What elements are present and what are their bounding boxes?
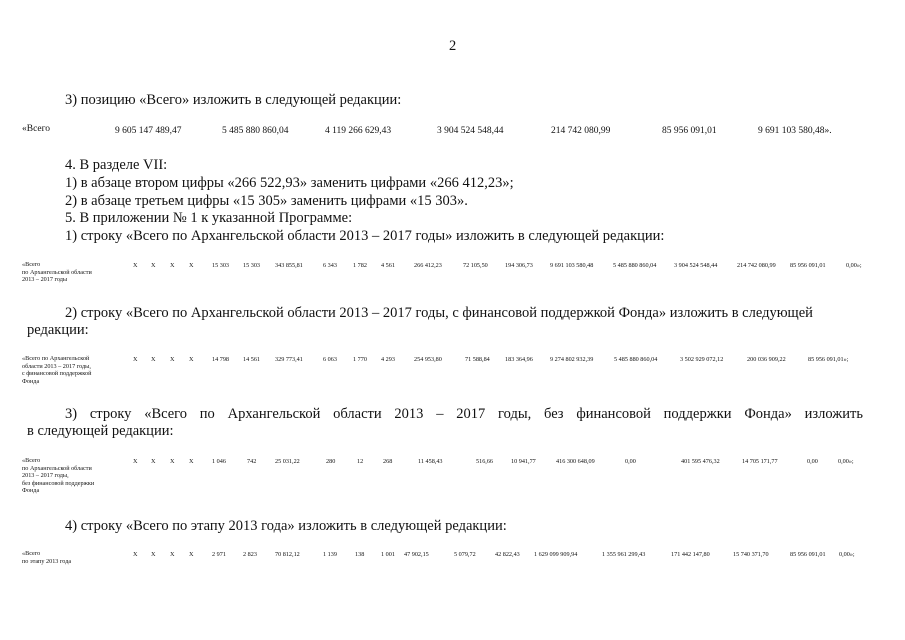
table-cell: Х (170, 356, 175, 363)
table-cell: Х (151, 356, 156, 363)
table-cell: Х (189, 262, 194, 269)
table-cell: Х (170, 262, 175, 269)
table-cell: 266 412,23 (414, 262, 442, 269)
table-cell: 72 105,50 (463, 262, 488, 269)
table-cell: 15 303 (212, 262, 230, 269)
table-cell: 171 442 147,80 (671, 551, 710, 558)
table-cell: Х (151, 262, 156, 269)
item2-line1: 2) строку «Всего по Архангельской области 2013 – 2017 годы, с финансовой поддержкой Фонда» изложить в следующей (65, 305, 813, 321)
item3b-line1: 3) строку «Всего по Архангельской области 2013 – 2017 годы, без финансовой поддержки Фонда» изложить (65, 406, 863, 422)
row-label: по Архангельской области (22, 268, 92, 276)
table-cell: 5 485 880 860,04 (614, 356, 658, 363)
table-cell: 742 (247, 458, 257, 465)
table-cell: 9 691 103 580,48 (550, 262, 594, 269)
row-label: с финансовой поддержкой (22, 370, 92, 378)
table-cell: Х (189, 551, 194, 558)
table-cell: 10 941,77 (511, 458, 536, 465)
table-cell: Х (133, 356, 138, 363)
row-label: без финансовой поддержки (22, 479, 95, 487)
table-cell: 9 274 802 932,39 (550, 356, 594, 363)
table-cell: 3 904 524 548,44 (674, 262, 718, 269)
table-cell: 0,00 (625, 458, 636, 465)
table-cell: 0,00»; (838, 458, 854, 465)
row-label: «Всего по Архангельской (22, 355, 90, 362)
table-cell: 85 956 091,01 (790, 262, 826, 269)
row-label: «Всего (22, 550, 41, 557)
section4-line1: 1) в абзаце втором цифры «266 522,93» заменить цифрами «266 412,23»; (65, 175, 514, 191)
table-cell: 71 588,84 (465, 356, 490, 363)
table-cell: 4 561 (381, 262, 395, 269)
table-cell: 14 798 (212, 356, 230, 363)
table-cell: 42 822,43 (495, 551, 520, 558)
section5-line1: 1) строку «Всего по Архангельской области 2013 – 2017 годы» изложить в следующей редакции: (65, 228, 665, 244)
table-cell: 15 303 (243, 262, 261, 269)
table-cell: 25 031,22 (275, 458, 300, 465)
section4-line2: 2) в абзаце третьем цифры «15 305» заменить цифрами «15 303». (65, 193, 468, 209)
table-cell: 200 036 909,22 (747, 356, 786, 363)
table-cell: Х (133, 551, 138, 558)
row-label: 2013 – 2017 годы (22, 276, 68, 284)
row-label: по Архангельской области (22, 464, 92, 472)
row-value: 4 119 266 629,43 (325, 126, 392, 136)
item2-line2: редакции: (27, 322, 89, 338)
item3b-line2: в следующей редакции: (27, 423, 174, 439)
table-cell: 3 502 929 072,12 (680, 356, 724, 363)
table-cell: 343 855,81 (275, 262, 303, 269)
table-cell: 1 355 961 299,43 (602, 551, 646, 558)
row-value: 5 485 880 860,04 (222, 126, 289, 136)
page-number: 2 (449, 38, 457, 54)
table-cell: 1 629 099 909,94 (534, 551, 578, 558)
item4-line1: 4) строку «Всего по этапу 2013 года» изложить в следующей редакции: (65, 518, 507, 534)
table-cell: 2 823 (243, 551, 257, 558)
table-cell: 254 953,80 (414, 356, 442, 363)
table-cell: 214 742 080,99 (737, 262, 776, 269)
row-label: Фонда (22, 377, 40, 385)
row-label: «Всего (22, 261, 41, 268)
table-cell: 1 139 (323, 551, 337, 558)
table-cell: 14 705 171,77 (742, 458, 778, 465)
table-cell: Х (170, 551, 175, 558)
table-cell: 85 956 091,01 (790, 551, 826, 558)
row-value: 9 605 147 489,47 (115, 126, 182, 136)
table-cell: 401 595 476,32 (681, 458, 720, 465)
table-cell: 280 (326, 458, 336, 465)
row-value: 9 691 103 580,48». (758, 126, 832, 136)
table-cell: 516,66 (476, 458, 494, 465)
table-cell: 6 063 (323, 356, 337, 363)
table-cell: 2 971 (212, 551, 226, 558)
table-cell: 0,00»; (839, 551, 855, 558)
table-cell: Х (133, 262, 138, 269)
row-value: 3 904 524 548,44 (437, 126, 504, 136)
table-cell: Х (133, 458, 138, 465)
table-cell: 268 (383, 458, 393, 465)
table-cell: 47 902,15 (404, 551, 429, 558)
table-cell: 194 306,73 (505, 262, 533, 269)
table-cell: 1 001 (381, 551, 395, 558)
table-cell: Х (151, 458, 156, 465)
table-cell: Х (170, 458, 175, 465)
row-label: 2013 – 2017 годы, (22, 472, 69, 480)
row-label: по этапу 2013 года (22, 557, 72, 565)
table-cell: 11 458,43 (418, 458, 443, 465)
row-label: Фонда (22, 487, 40, 495)
table-cell: Х (151, 551, 156, 558)
table-cell: 4 293 (381, 356, 395, 363)
table-cell: 1 782 (353, 262, 367, 269)
table-cell: 70 812,12 (275, 551, 300, 558)
row-value: 214 742 080,99 (551, 126, 611, 136)
row-value: 85 956 091,01 (662, 126, 717, 136)
table-cell: 5 485 880 860,04 (613, 262, 657, 269)
table-cell: 329 773,41 (275, 356, 303, 363)
table-cell: 183 364,96 (505, 356, 533, 363)
table-cell: 1 046 (212, 458, 226, 465)
section5-title: 5. В приложении № 1 к указанной Программе: (65, 210, 353, 226)
table-cell: 85 956 091,01»; (808, 356, 849, 363)
row-label: области 2013 – 2017 годы, (22, 362, 91, 370)
row-label: «Всего (22, 457, 41, 464)
table-cell: Х (189, 458, 194, 465)
item3-heading: 3) позицию «Всего» изложить в следующей редакции: (65, 92, 402, 108)
section4-title: 4. В разделе VII: (65, 157, 168, 173)
table-cell: 5 079,72 (454, 551, 476, 558)
table-cell: 0,00 (807, 458, 818, 465)
table-cell: 1 770 (353, 356, 367, 363)
table-cell: 6 343 (323, 262, 337, 269)
table-cell: 416 300 648,09 (556, 458, 595, 465)
table-cell: Х (189, 356, 194, 363)
table-cell: 0,00»; (846, 262, 862, 269)
table-cell: 14 561 (243, 356, 261, 363)
table-cell: 138 (355, 551, 365, 558)
table-cell: 12 (357, 458, 364, 465)
table-cell: 15 740 371,70 (733, 551, 769, 558)
row-label: «Всего (22, 124, 51, 134)
